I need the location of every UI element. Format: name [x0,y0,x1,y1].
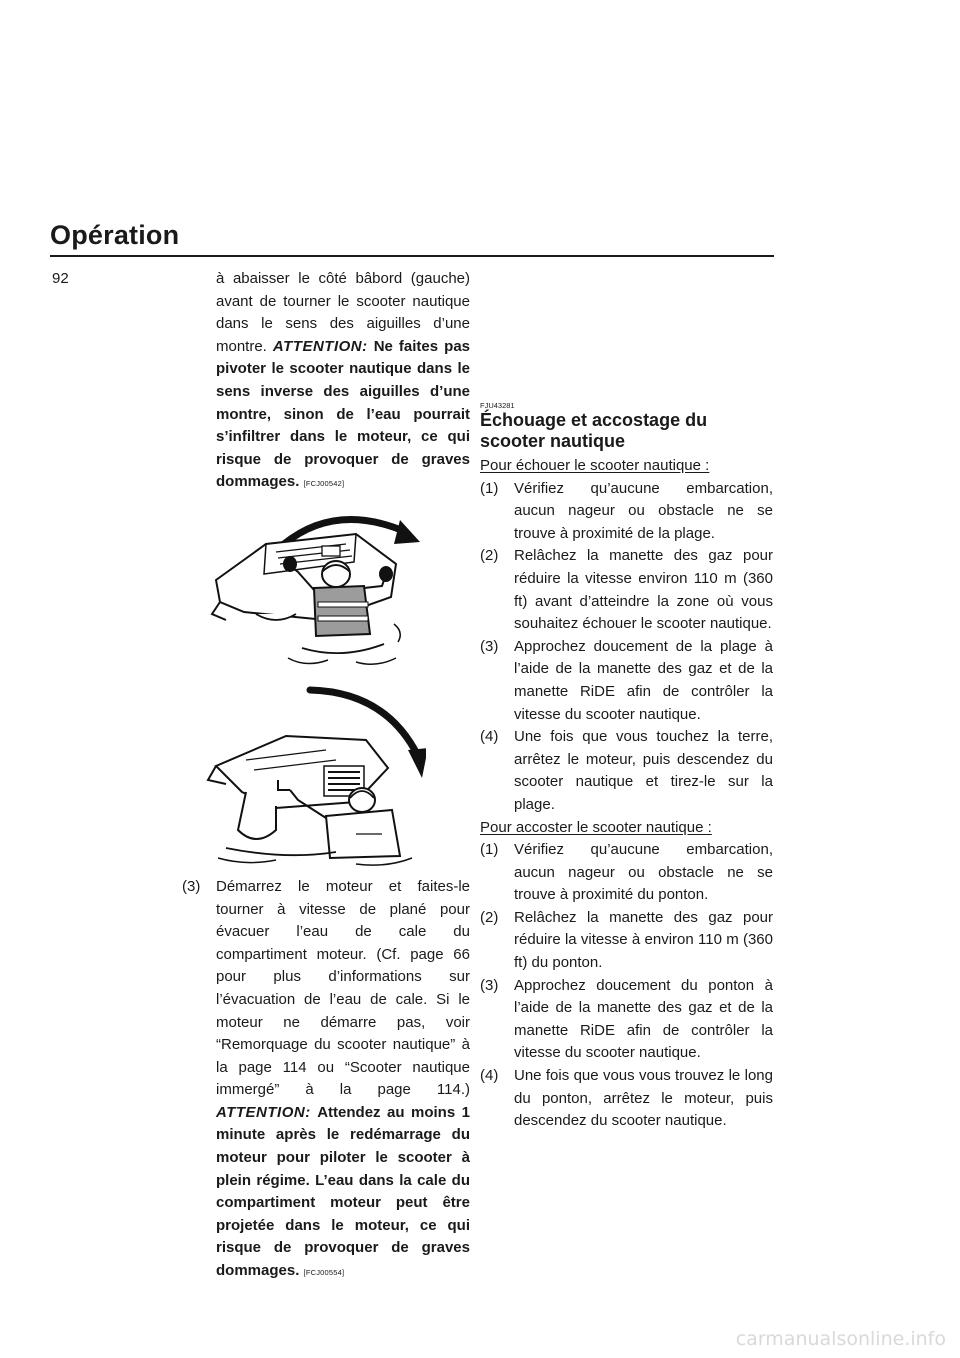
page-title: Opération [50,220,180,250]
step-text: Approchez doucement de la plage à l’aide de la manette des gaz et de la manette RiDE afin de contrôler la vitesse du scooter nautique. [514,637,773,723]
step-number: (3) [480,637,499,655]
step-text: Relâchez la manette des gaz pour réduire la vitesse environ 110 m (360 ft) avant d’atteindre la zone où vous souhaitez échouer le scooter nautique. [514,547,773,633]
list-item [480,478,773,546]
step-text: Vérifiez qu’aucune embarcation, aucun nageur ou obstacle ne se trouve à proximité de la plage. [514,479,773,542]
list-item [480,726,773,816]
attention-code: [FCJ00542] [303,479,345,489]
attention-label: ATTENTION: [272,337,368,355]
dock-subheading: Pour accoster le scooter nautique : [480,818,712,836]
step-number: (2) [480,547,499,565]
step-3 [182,876,470,1285]
list-item [480,975,773,1065]
page-number: 92 [52,270,69,287]
illustration-rotate-clockwise [206,502,426,674]
step-text: Démarrez le moteur et faites-le tourner à vitesse de plané pour évacuer l’eau de cale du compartiment moteur. (Cf. page 66 pour plus d’informations sur l’évacuation de l’eau de cale. Si le moteur ne démarre pas, voir “Remorquage du scooter nautique” à la page 114 ou “Scooter nautique immergé” à la page 114.) [216,877,470,1099]
step-number: (2) [480,908,499,926]
step-number: (3) [480,976,499,994]
illustration-rotate-capsized [206,680,426,870]
attention-label: ATTENTION: [216,1103,311,1121]
list-item [480,545,773,635]
step-text: Une fois que vous touchez la terre, arrêtez le moteur, puis descendez du scooter nautique et tirez-le sur la plage. [514,728,773,813]
step-text: Une fois que vous vous trouvez le long du ponton, arrêtez le moteur, puis descendez du scooter nautique. [514,1067,773,1130]
list-item [480,839,773,907]
step-number: (1) [480,841,499,859]
step-number: (4) [480,1067,499,1085]
watermark: carmanualsonline.info [735,1328,946,1350]
attention-text: Ne faites pas pivoter le scooter nautique dans le sens inverse des aiguilles d’une montre, sinon de l’eau pourrait s’infiltrer dans le moteur, ce qui risque de provoquer de graves dommages. [216,337,471,491]
list-item [480,1065,773,1133]
beach-subheading: Pour échouer le scooter nautique : [480,457,710,474]
step-number: (3) [182,877,201,895]
title-rule [50,255,774,257]
left-column [182,268,470,1285]
continuation-paragraph [182,268,470,496]
attention-text: Attendez au moins 1 minute après le redémarrage du moteur pour piloter le scooter à plein régime. L’eau dans la cale du compartiment moteur peut être projetée dans le moteur, ce qui risque de provoquer de graves dommages. [216,1103,470,1280]
step-number: (1) [480,479,499,497]
section-code: FJU43281 [480,401,515,410]
section-heading: Échouage et accostage du scooter nautique [480,410,708,451]
attention-code: [FCJ00554] [303,1268,345,1278]
continuation-text: à abaisser le côté bâbord (gauche) avant de tourner le scooter nautique dans le sens des aiguilles d’une montre. [216,270,470,355]
step-number: (4) [480,728,499,746]
list-item [480,636,773,726]
section-beaching [480,396,773,1133]
step-text: Relâchez la manette des gaz pour réduire la vitesse à environ 110 m (360 ft) du ponton. [514,908,773,972]
list-item [480,907,773,975]
step-text: Approchez doucement du ponton à l’aide de la manette des gaz et de la manette RiDE afin de contrôler la vitesse du scooter nautique. [514,976,773,1062]
step-text: Vérifiez qu’aucune embarcation, aucun nageur ou obstacle ne se trouve à proximité du ponton. [514,841,773,904]
